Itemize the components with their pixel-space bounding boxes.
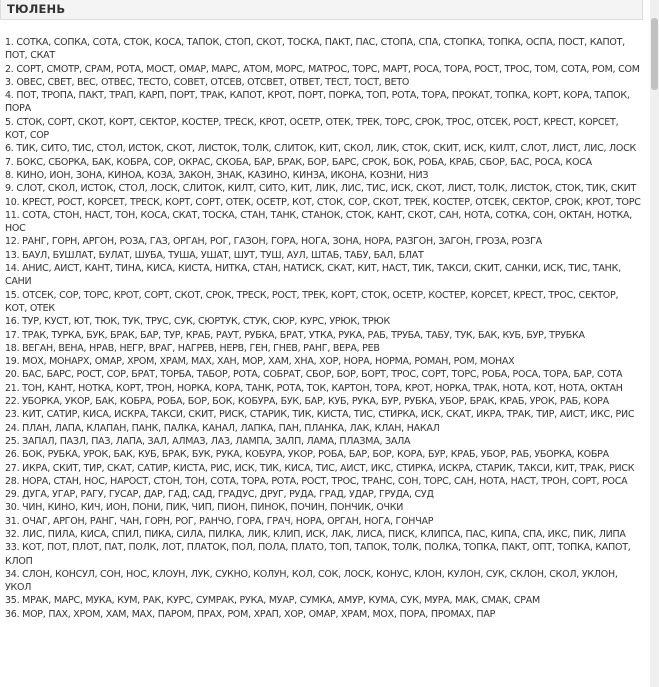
list-item: 20. БАС, БАРС, РОСТ, СОР, БРАТ, ТОРБА, ТАБОР, РОТА, СОБРАТ, СБОР, БОР, БОРТ, ТРОС, СОРТ, ТОРС, РОБА, РОСА, ТОРА, БАР, СОТА: [5, 369, 623, 381]
list-item: 32. ЛИС, ПИЛА, КИСА, СПИЛ, ПИКА, СИЛА, ПИЛКА, ЛИК, КЛИП, ИСК, ЛАК, ЛИСА, ПИСК, КЛИПСА, ПАС, КИПА, СПА, ИКС, ПИК, ЛИПА: [5, 528, 626, 540]
list-item: 31. ОЧАГ, АРГОН, РАНГ, ЧАН, ГОРН, РОГ, РАНЧО, ГОРА, ГРАЧ, НОРА, ОРГАН, НОГА, ГОНЧАР: [5, 515, 434, 527]
list-item: 13. БАУЛ, БУШЛАТ, БУЛАТ, ШУБА, ТУША, УШАТ, ШУТ, ТУШ, АУЛ, ШТАБ, ТАБУ, БАЛ, БЛАТ: [5, 249, 424, 261]
list-item: 28. НОРА, СТАН, НОС, НАРОСТ, СТОН, ТОН, СОТА, ТОРА, РОТА, РОСТ, ТРОС, ТРАНС, СОН, ТОРС, САН, НОТА, НАСТ, ТРОН, СОРТ, РОСА: [5, 475, 628, 487]
list-item: 11. СОТА, СТОН, НАСТ, ТОН, КОСА, СКАТ, ТОСКА, СТАН, ТАНК, СТАНОК, СТОК, КАНТ, СКОТ, САН, НОТА, СОТКА, СОН, ОКТАН, НОТКА, НОС: [5, 209, 633, 235]
page-title: ТЮЛЕНЬ: [7, 2, 66, 16]
list-item: 4. ПОТ, ТРОПА, ПАКТ, ТРАП, КАРП, ПОРТ, ТРАК, КАПОТ, КРОТ, ПОРТ, ПОРКА, ТОП, РОТА, ТОРА, ПРОКАТ, ТОПКА, КОРТ, КОРА, ТАПОК, ПОРА: [5, 90, 630, 115]
list-item: 21. ТОН, КАНТ, НОТКА, КОРТ, ТРОН, НОРКА, КОРА, ТАНК, РОТА, ТОК, КАРТОН, ТОРА, КРОТ, НОРКА, ТРАК, НОТА, КОТ, НОТА, ОКТАН: [5, 382, 623, 394]
list-item: 5. СТОК, СОРТ, СКОТ, КОРТ, СЕКТОР, КОСТЕР, ТРЕСК, КРОТ, ОСЕТР, ОТЕК, ТРЕК, ТОРС, СРОК, ТРОС, ОТСЕК, РОСТ, КРЕСТ, КОРСЕТ, КОТ, СОР: [5, 116, 619, 142]
list-item: 7. БОКС, СБОРКА, БАК, КОБРА, СОР, ОКРАС, СКОБА, БАР, БРАК, БОР, БАРС, СРОК, БОК, РОБА, КРАБ, СБОР, БАС, РОСА, КОСА: [5, 156, 592, 168]
list-item: 24. ПЛАН, ЛАПА, КЛАПАН, ПАНК, ПАЛКА, КАНАЛ, ЛАПКА, ПАН, ПЛАНКА, ЛАК, КЛАН, НАКАЛ: [5, 422, 440, 434]
list-item: 3. ОВЕС, СВЕТ, ВЕС, ОТВЕС, ТЕСТО, СОВЕТ, ОТСЕВ, ОТСВЕТ, ОТВЕТ, ТЕСТ, ТОСТ, ВЕТО: [5, 76, 410, 88]
list-item: 18. ВЕГАН, ВЕНА, НРАВ, НЕГР, ВРАГ, НАГРЕВ, НЕРВ, ГЕН, ГНЕВ, РАНГ, ВЕРА, РЕВ: [5, 342, 380, 354]
list-item: 9. СЛОТ, СКОЛ, ИСТОК, СТОЛ, ЛОСК, СЛИТОК, КИЛТ, СИТО, КИТ, ЛИК, ЛИС, ТИС, ИСК, СКОТ, ЛИСТ, ТОЛК, ЛИСТОК, СТОК, ТИК, СКИТ: [5, 183, 637, 195]
list-item: 25. ЗАПАЛ, ПАЗЛ, ПАЗ, ЛАПА, ЗАЛ, АЛМАЗ, ЛАЗ, ЛАМПА, ЗАЛП, ЛАМА, ПЛАЗМА, ЗАЛА: [5, 435, 411, 447]
list-item: 16. ТУР, КУСТ, ЮТ, ТЮК, ТУК, ТРУС, СУК, СЮРТУК, СТУК, СЮР, КУРС, УРЮК, ТРЮК: [5, 316, 390, 328]
list-item: 35. МРАК, МАРС, МУКА, КУМ, РАК, КУРС, СУМРАК, РУКА, МУАР, СУМКА, АМУР, КУМА, СУК, МУРА, МАК, СМАК, СРАМ: [5, 595, 540, 607]
list-item: 6. ТИК, СИТО, ТИС, СТОЛ, ИСТОК, СКОТ, ЛИСТОК, ТОЛК, СЛИТОК, КИТ, СКОЛ, ЛИК, СТОК, СКИТ, ИСК, КИЛТ, СЛОТ, ЛИСТ, ЛИС, ЛОСК: [5, 143, 637, 155]
list-item: 27. ИКРА, СКИТ, ТИР, СКАТ, САТИР, КИСТА, РИС, ИСК, ТИК, КИСА, ТИС, АИСТ, ИКС, СТИРКА, ИСКРА, СТАРИК, ТАКСИ, КИТ, ТРАК, РИСК: [5, 462, 635, 474]
scrollbar-track[interactable]: [650, 0, 659, 687]
list-item: 10. КРЕСТ, РОСТ, КОРСЕТ, ТРЕСК, КОРТ, СОРТ, ОТЕК, ОСЕТР, КОТ, СТОК, СОР, СКОТ, ТРЕК, КОСТЕР, ОТСЕК, СЕКТОР, СРОК, КРОТ, ТОРС: [5, 196, 641, 208]
list-item: 34. СЛОН, КОНСУЛ, СОН, НОС, КЛОУН, ЛУК, СУКНО, КОЛУН, КОЛ, СОК, ЛОСК, КОНУС, КЛОН, КУЛОН, СУК, СКЛОН, СКОЛ, УКЛОН, УКОЛ: [5, 568, 618, 594]
list-item: 22. УБОРКА, УКОР, БАК, КОБРА, РОБА, БОР, БОК, КОБУРА, БУК, БАР, КУБ, РУКА, БУР, РУБКА, УБОР, БРАК, КРАБ, УРОК, РАБ, КОРА: [5, 396, 609, 408]
list-item: 36. МОР, ПАХ, ХРОМ, ХАМ, МАХ, ПАРОМ, ПРАХ, РОМ, ХРАП, ХОР, ОМАР, ХРАМ, МОХ, ПОРА, ПРОМАХ, ПАР: [5, 608, 496, 620]
list-item: 15. ОТСЕК, СОР, ТОРС, КРОТ, СОРТ, СКОТ, СРОК, ТРЕСК, РОСТ, ТРЕК, КОРТ, СТОК, ОСЕТР, КОСТЕР, КОРСЕТ, КРЕСТ, ТРОС, СЕКТОР, КОТ, ОТЕК: [5, 289, 619, 314]
list-item: 29. ДУГА, УГАР, РАГУ, ГУСАР, ДАР, ГАД, САД, ГРАДУС, ДРУГ, РУДА, ГРАД, УДАР, ГРУДА, СУД: [5, 489, 434, 501]
list-item: 33. КОТ, ПОТ, ПЛОТ, ПАТ, ПОЛК, ЛОТ, ПЛАТОК, ПОЛ, ПОЛА, ПЛАТО, ТОП, ТАПОК, ТОЛК, ПОЛКА, ТОПКА, ПАКТ, ОПТ, ТОПКА, КАПОТ, КЛОП: [5, 542, 631, 567]
header-bar: [0, 0, 643, 20]
list-item: 30. ЧИН, КИНО, КИЧ, ИОН, ПОНИ, ПИК, ЧИП, ПИОН, ПИНОК, ПОЧИН, ПОНЧИК, ОЧКИ: [5, 502, 404, 514]
list-item: 1. СОТКА, СОПКА, СОТА, СТОК, КОСА, ТАПОК, СТОП, СКОТ, ТОСКА, ПАКТ, ПАС, СТОПА, СПА, СТОПКА, ТОПКА, ОСПА, ПОСТ, КАПОТ, ПОТ, СКАТ: [5, 37, 625, 62]
list-item: 14. АНИС, АИСТ, КАНТ, ТИНА, КИСА, КИСТА, НИТКА, СТАН, НАТИСК, СКАТ, КИТ, НАСТ, ТИК, ТАКСИ, СКИТ, САНКИ, ИСК, ТИС, ТАНК, САНИ: [5, 263, 621, 288]
list-item: 23. КИТ, САТИР, КИСА, ИСКРА, ТАКСИ, СКИТ, РИСК, СТАРИК, ТИК, КИСТА, ТИС, СТИРКА, ИСК, СКАТ, ИКРА, ТРАК, ТИР, АИСТ, ИКС, РИС: [5, 409, 635, 421]
scrollbar-thumb[interactable]: [651, 18, 658, 90]
list-item: 19. МОХ, МОНАРХ, ОМАР, ХРОМ, ХРАМ, МАХ, ХАН, МОР, ХАМ, ХНА, ХОР, НОРА, НОРМА, РОМАН, РОМ, МОНАХ: [5, 356, 515, 368]
list-item: 17. ТРАК, ТУРКА, БУК, БРАК, БАР, ТУР, КРАБ, РАУТ, РУБКА, БРАТ, УТКА, РУКА, РАБ, ТРУБА, ТАБУ, ТУК, БАК, КУБ, БУР, ТРУБКА: [5, 329, 585, 341]
word-list: [5, 36, 641, 621]
list-item: 2. СОРТ, СМОТР, СРАМ, РОТА, МОСТ, ОМАР, МАРС, АТОМ, МОРС, МАТРОС, ТОРС, МАРТ, РОСА, ТОРА, РОСТ, ТРОС, ТОМ, СОТА, РОМ, СОМ: [5, 63, 640, 75]
list-item: 26. БОК, РУБКА, УРОК, БАК, КУБ, БРАК, БУК, РУКА, КОБУРА, УКОР, РОБА, БАР, БОР, КОРА, БУР, КРАБ, УБОР, РАБ, УБОРКА, КОБРА: [5, 449, 609, 461]
list-item: 8. КИНО, ИОН, ЗОНА, КИНОА, КОЗА, ЗАКОН, ЗНАК, КАЗИНО, КИНЗА, ИКОНА, КОЗНИ, НИЗ: [5, 169, 429, 181]
list-item: 12. РАНГ, ГОРН, АРГОН, РОЗА, ГАЗ, ОРГАН, РОГ, ГАЗОН, ГОРА, НОГА, ЗОНА, НОРА, РАЗГОН, ЗАГОН, ГРОЗА, РОЗГА: [5, 236, 542, 248]
